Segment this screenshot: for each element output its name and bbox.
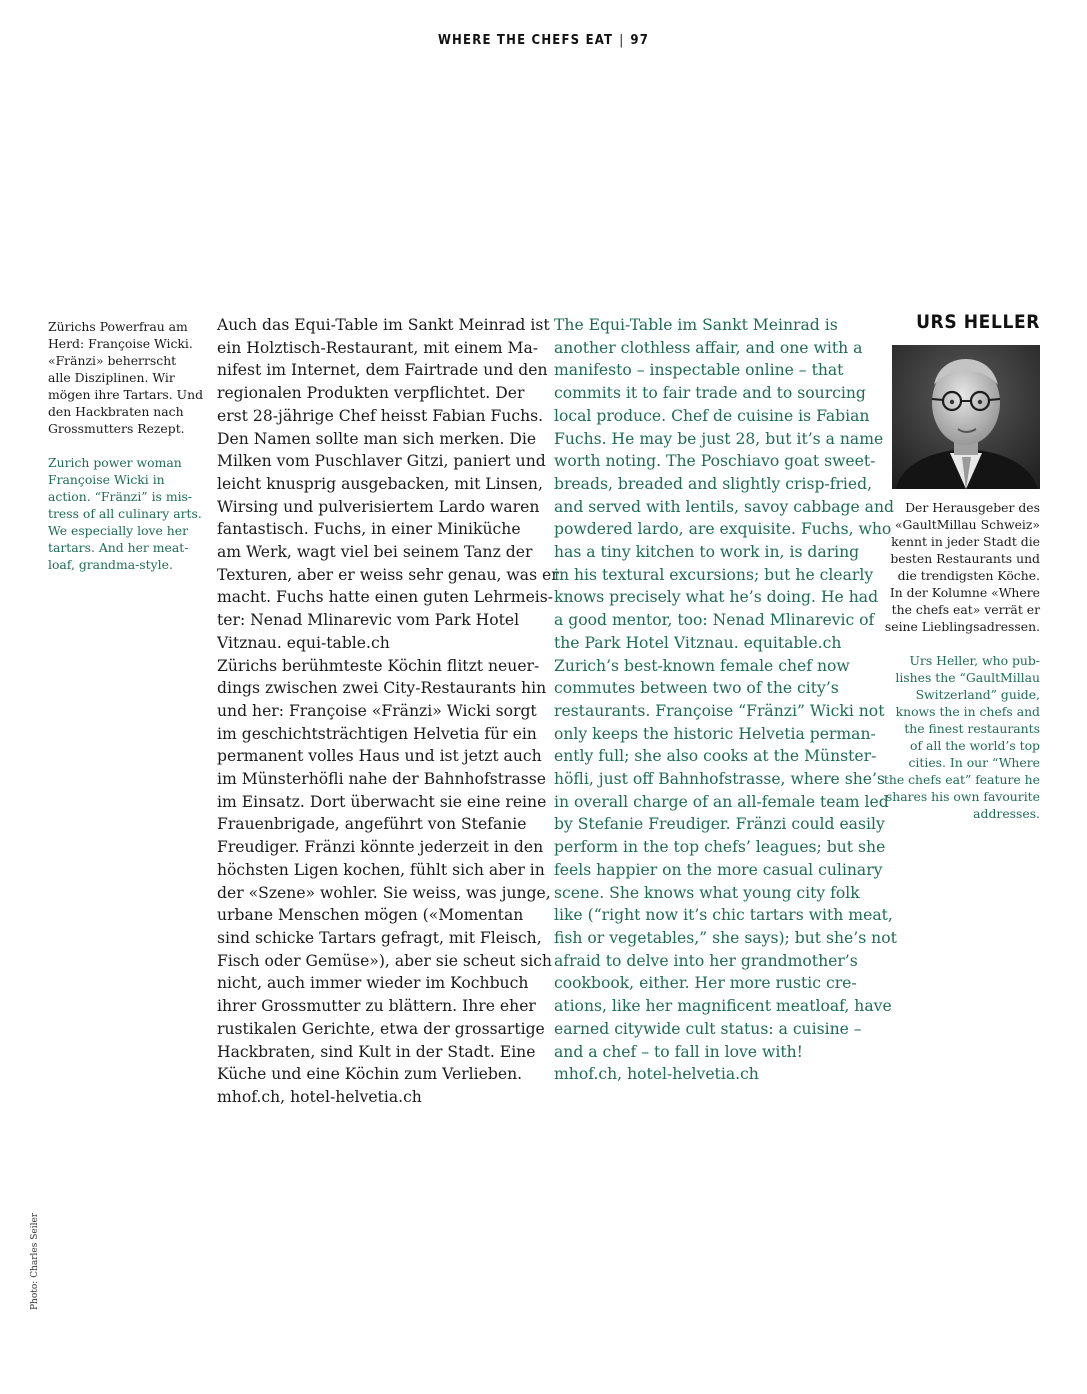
photo-caption-german: [48, 318, 208, 437]
text-line: ihrer Grossmutter zu blättern. Ihre eher: [217, 997, 536, 1016]
photo-credit: Photo: Charles Seiler: [30, 1212, 40, 1310]
text-line: alle Disziplinen. Wir: [48, 370, 175, 385]
text-line: cookbook, either. Her more rustic cre-: [554, 974, 857, 993]
text-line: scene. She knows what young city folk: [554, 883, 860, 902]
text-line: The Equi-Table im Sankt Meinrad is: [554, 316, 838, 334]
text-line: Frauenbrigade, angeführt von Stefanie: [217, 815, 527, 834]
text-line: nicht, auch immer wieder im Kochbuch: [217, 974, 529, 993]
text-line: im Münsterhöfli nahe der Bahnhofstrasse: [217, 770, 546, 789]
text-line: die trendigsten Köche.: [897, 568, 1040, 583]
text-line: earned citywide cult status: a cuisine –: [554, 1019, 862, 1038]
text-line: Vitznau. equi-table.ch: [217, 633, 390, 652]
text-line: In der Kolumne «Where: [889, 585, 1040, 600]
text-line: seine Lieblingsadressen.: [884, 619, 1040, 634]
text-line: fish or vegetables,” she says); but she’s not: [554, 928, 897, 947]
text-line: Switzerland” guide,: [915, 687, 1040, 702]
header-separator: |: [619, 33, 625, 48]
text-line: regionalen Produkten verpflichtet. Der: [217, 384, 525, 403]
text-line: erst 28-jährige Chef heisst Fabian Fuchs.: [217, 406, 544, 425]
text-line: by Stefanie Freudiger. Fränzi could easily: [554, 815, 885, 834]
text-line: the chefs eat» verrät er: [891, 602, 1040, 617]
text-line: Urs Heller, who pub-: [909, 653, 1040, 668]
text-line: sind schicke Tartars gefragt, mit Fleisch,: [217, 928, 542, 947]
text-line: den Hackbraten nach: [48, 404, 184, 419]
text-line: Fuchs. He may be just 28, but it’s a name: [554, 429, 884, 448]
text-line: leicht knusprig ausgebacken, mit Linsen,: [217, 474, 543, 493]
text-line: Freudiger. Fränzi könnte jederzeit in den: [217, 838, 544, 857]
text-line: has a tiny kitchen to work in, is daring: [554, 543, 860, 562]
text-line: permanent volles Haus und ist jetzt auch: [217, 747, 542, 766]
text-line: feels happier on the more casual culinary: [554, 860, 883, 879]
text-line: kennt in jeder Stadt die: [891, 534, 1040, 549]
text-line: Zurich’s best-known female chef now: [554, 656, 850, 675]
text-line: afraid to delve into her grandmother’s: [554, 951, 858, 970]
text-line: breads, breaded and slightly crisp-fried,: [554, 474, 873, 493]
text-line: ein Holztisch-Restaurant, mit einem Ma-: [217, 338, 539, 357]
text-line: Auch das Equi-Table im Sankt Meinrad ist: [217, 316, 550, 334]
text-line: Grossmutters Rezept.: [48, 421, 185, 436]
text-line: am Werk, wagt viel bei seinem Tanz der: [217, 543, 533, 562]
text-line: Milken vom Puschlaver Gitzi, paniert und: [217, 452, 546, 471]
text-line: the chefs eat” feature he: [883, 772, 1040, 787]
text-line: We especially love her: [48, 523, 189, 538]
text-line: lishes the “GaultMillau: [895, 670, 1040, 685]
section-title: WHERE THE CHEFS EAT: [437, 33, 614, 48]
text-line: shares his own favourite: [885, 789, 1040, 804]
text-line: Den Namen sollte man sich merken. Die: [217, 429, 537, 448]
text-line: rustikalen Gerichte, etwa der grossartige: [217, 1019, 545, 1038]
text-line: powdered lardo, are exquisite. Fuchs, who: [554, 520, 892, 539]
text-line: like (“right now it’s chic tartars with meat,: [554, 906, 893, 925]
text-line: Texturen, aber er weiss sehr genau, was er: [217, 565, 559, 584]
text-line: Zurich power woman: [48, 455, 182, 470]
author-portrait: [892, 345, 1040, 489]
text-line: addresses.: [973, 806, 1040, 821]
text-line: besten Restaurants und: [890, 551, 1040, 566]
text-line: Zürichs berühmteste Köchin flitzt neuer-: [217, 656, 540, 675]
text-line: ently full; she also cooks at the Münster-: [554, 747, 877, 766]
text-line: only keeps the historic Helvetia perman-: [554, 724, 876, 743]
photo-caption-english: [48, 454, 208, 573]
text-line: «Fränzi» beherrscht: [48, 353, 177, 368]
text-line: Françoise Wicki in: [48, 472, 165, 487]
author-bio-german: [880, 499, 1040, 635]
article-column-german: [217, 314, 559, 1109]
article-column-english: [554, 314, 897, 1086]
text-line: ations, like her magnificent meatloaf, have: [554, 997, 892, 1016]
text-line: and served with lentils, savoy cabbage and: [554, 497, 895, 516]
text-line: a good mentor, too: Nenad Mlinarevic of: [554, 611, 875, 630]
text-line: Hackbraten, sind Kult in der Stadt. Eine: [217, 1042, 536, 1061]
text-line: fantastisch. Fuchs, in einer Miniküche: [217, 520, 521, 539]
author-name: URS HELLER: [916, 311, 1040, 333]
text-line: action. “Fränzi” is mis-: [48, 489, 193, 504]
text-line: restaurants. Françoise “Fränzi” Wicki not: [554, 701, 885, 720]
text-line: im geschichtsträchtigen Helvetia für ein: [217, 724, 537, 743]
text-line: im Einsatz. Dort überwacht sie eine reine: [217, 792, 547, 811]
running-header: [0, 33, 1087, 48]
text-line: macht. Fuchs hatte einen guten Lehrmeis-: [217, 588, 554, 607]
text-line: ter: Nenad Mlinarevic vom Park Hotel: [217, 611, 520, 630]
text-line: Wirsing und pulverisiertem Lardo waren: [217, 497, 540, 516]
text-line: commits it to fair trade and to sourcing: [554, 384, 866, 403]
text-line: und her: Françoise «Fränzi» Wicki sorgt: [217, 701, 537, 720]
text-line: in his textural excursions; but he clearly: [554, 565, 874, 584]
text-line: manifesto – inspectable online – that: [554, 361, 844, 380]
text-line: tress of all culinary arts.: [48, 506, 202, 521]
text-line: of all the world’s top: [910, 738, 1040, 753]
portrait-image: [892, 345, 1040, 489]
text-line: Küche und eine Köchin zum Verlieben.: [217, 1065, 523, 1084]
text-line: urbane Menschen mögen («Momentan: [217, 906, 524, 925]
text-line: cities. In our “Where: [908, 755, 1040, 770]
text-line: mhof.ch, hotel-helvetia.ch: [554, 1065, 759, 1084]
text-line: «GaultMillau Schweiz»: [894, 517, 1040, 532]
page-number: 97: [630, 33, 650, 48]
text-line: the Park Hotel Vitznau. equitable.ch: [554, 633, 842, 652]
text-line: tartars. And her meat-: [48, 540, 189, 555]
text-line: Fisch oder Gemüse»), aber sie scheut sich: [217, 951, 552, 970]
text-line: the finest restaurants: [904, 721, 1040, 736]
text-line: commutes between two of the city’s: [554, 679, 839, 698]
text-line: Der Herausgeber des: [905, 500, 1040, 515]
text-line: der «Szene» wohler. Sie weiss, was junge,: [217, 883, 551, 902]
text-line: mhof.ch, hotel-helvetia.ch: [217, 1087, 422, 1106]
text-line: nifest im Internet, dem Fairtrade und den: [217, 361, 548, 380]
text-line: local produce. Chef de cuisine is Fabian: [554, 406, 870, 425]
text-line: mögen ihre Tartars. Und: [48, 387, 204, 402]
author-bio-english: [880, 652, 1040, 822]
text-line: loaf, grandma-style.: [48, 557, 173, 572]
text-line: in overall charge of an all-female team led: [554, 792, 889, 811]
text-line: dings zwischen zwei City-Restaurants hin: [217, 679, 547, 698]
text-line: höchsten Ligen kochen, fühlt sich aber in: [217, 860, 545, 879]
text-line: perform in the top chefs’ leagues; but she: [554, 838, 886, 857]
text-line: worth noting. The Poschiavo goat sweet-: [554, 452, 876, 471]
text-line: another clothless affair, and one with a: [554, 338, 863, 357]
text-line: knows precisely what he’s doing. He had: [554, 588, 879, 607]
text-line: Herd: Françoise Wicki.: [48, 336, 193, 351]
text-line: höfli, just off Bahnhofstrasse, where she’s: [554, 770, 885, 789]
text-line: Zürichs Powerfrau am: [48, 319, 188, 334]
text-line: knows the in chefs and: [895, 704, 1040, 719]
text-line: and a chef – to fall in love with!: [554, 1042, 803, 1061]
